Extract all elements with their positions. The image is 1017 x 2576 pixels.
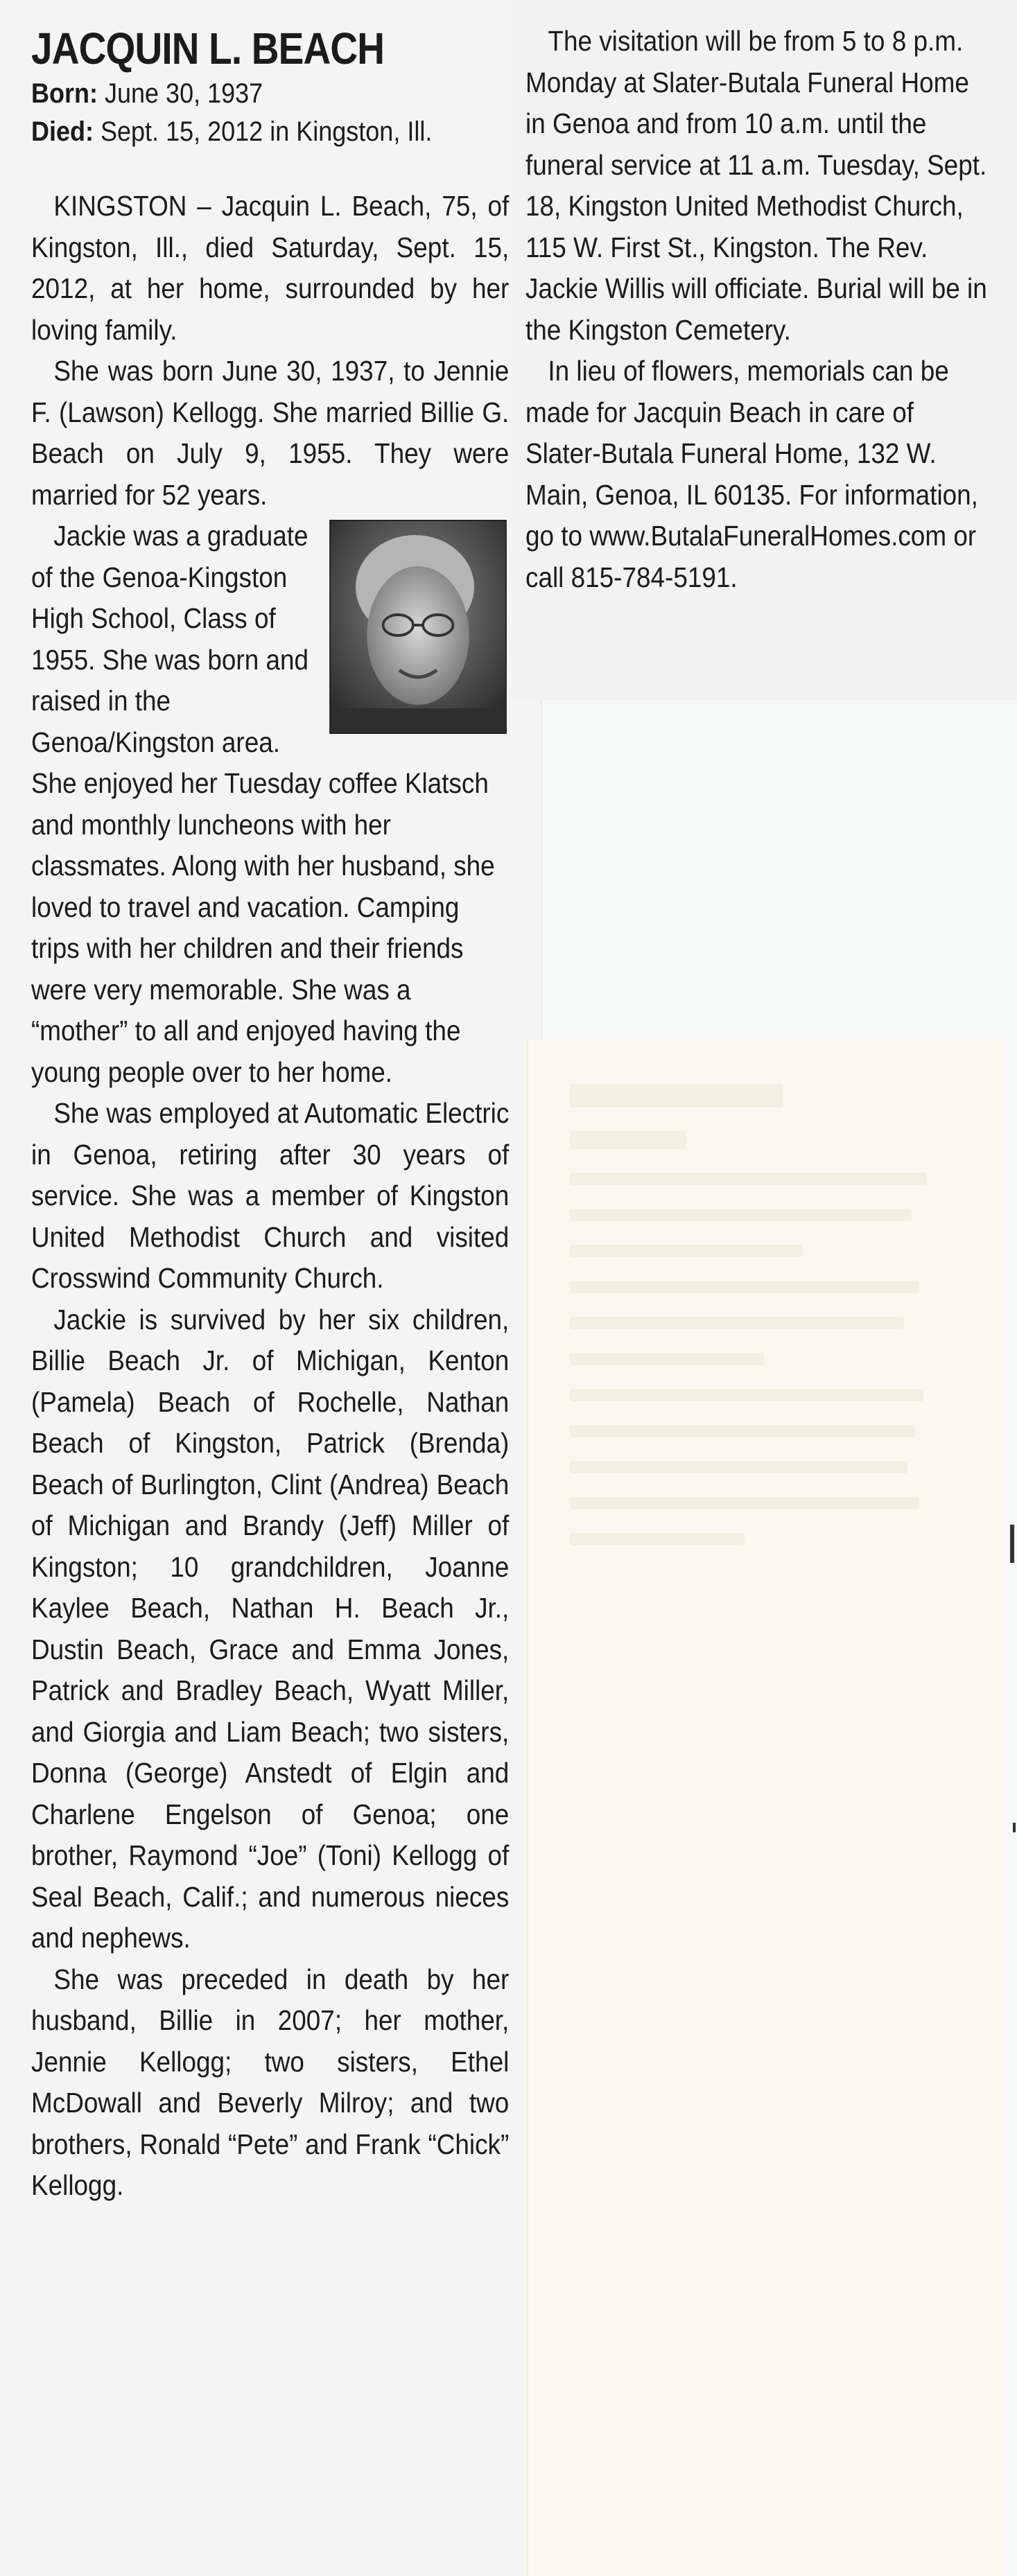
scan-edge-mark <box>1010 1525 1014 1563</box>
died-date: Sept. 15, 2012 in Kingston, Ill. <box>94 116 433 147</box>
obituary-left-column <box>31 22 510 2207</box>
obituary-right-column <box>525 21 991 598</box>
portrait-image <box>331 521 505 733</box>
blank-cream-card <box>527 1040 1007 2576</box>
faded-bleed-through <box>570 1060 958 1569</box>
born-date: June 30, 1937 <box>97 78 263 109</box>
paragraph-career: She was employed at Automatic Electric in Genoa, retiring after 30 years of service. She was a member of Kingston United Methodist Church and visited Crosswind Community Church. <box>31 1097 510 1294</box>
death-line <box>31 113 509 151</box>
paragraph-survivors: Jackie is survived by her six children, Billie Beach Jr. of Michigan, Kenton (Pamela) Beach of Rochelle, Nathan Beach of Kingston, Patrick (Brenda) Beach of Burlington, Clint (Andrea) Beach of Michigan and Brandy (Jeff) Miller of Kingston; 10 grandchildren, Joanne Kaylee Beach, Nathan H. Beach Jr., Dustin Beach, Grace and Emma Jones, Patrick and Bradley Beach, Wyatt Miller, and Giorgia and Liam Beach; two sisters, Donna (George) Anstedt of Elgin and Charlene Engelson of Genoa; one brother, Raymond “Joe” (Toni) Kellogg of Seal Beach, Calif.; and numerous nieces and nephews. <box>31 1303 510 1954</box>
paragraph-visitation: The visitation will be from 5 to 8 p.m. Monday at Slater-Butala Funeral Home in Genoa and from 10 a.m. until the funeral service at 11 a.m. Tuesday, Sept. 18, Kingston United Methodist Church, 115 W. First St., Kingston. The Rev. Jackie Willis will officiate. Burial will be in the Kingston Cemetery. <box>525 25 987 346</box>
birth-line <box>31 75 509 113</box>
paragraph-birth: She was born June 30, 1937, to Jennie F. (Lawson) Kellogg. She married Billie G. Beach on July 9, 1955. They were married for 52 years. <box>31 355 510 511</box>
obituary-name: JACQUIN L. BEACH <box>31 24 385 73</box>
paragraph-memorials: In lieu of flowers, memorials can be made for Jacquin Beach in care of Slater-Butala Funeral Home, 132 W. Main, Genoa, IL 60135. For information, go to www.ButalaFuneralHomes.com or call 815-784-5191. <box>525 355 978 593</box>
paragraph-preceded: She was preceded in death by her husband, Billie in 2007; her mother, Jennie Kellogg; two sisters, Ethel McDowall and Beverly Milroy; and two brothers, Ronald “Pete” and Frank “Chick” Kellogg. <box>31 1963 510 2201</box>
portrait-photo <box>329 520 507 734</box>
died-label: Died: <box>31 116 94 147</box>
paragraph-life <box>31 516 509 1093</box>
paragraph-life-text: Jackie was a graduate of the Genoa-Kingston High School, Class of 1955. She was born and raised in the Genoa/Kingston area. She enjoyed her Tuesday coffee Klatsch and monthly luncheons with her classmates. Along with her husband, she loved to travel and vacation. Camping trips with her children and their friends were very memorable. She was a “mother” to all and enjoyed having the young people over to her home. <box>31 520 495 1088</box>
paragraph-intro: KINGSTON – Jacquin L. Beach, 75, of Kingston, Ill., died Saturday, Sept. 15, 2012, at her home, surrounded by her loving family. <box>31 190 510 346</box>
scan-edge-mark-small <box>1013 1823 1016 1832</box>
born-label: Born: <box>31 78 98 109</box>
